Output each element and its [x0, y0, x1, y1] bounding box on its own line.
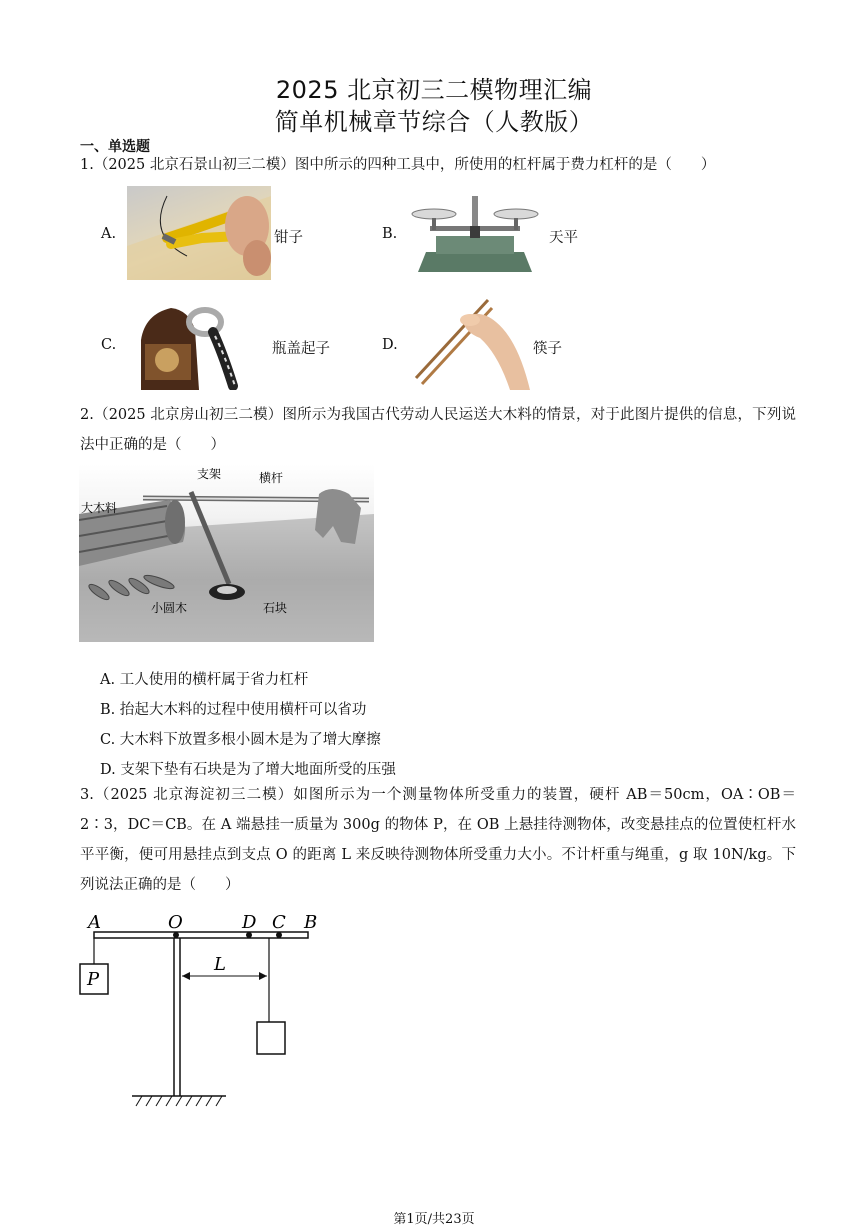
figure-label-stone: 石块: [263, 601, 288, 615]
page-title: 2025 北京初三二模物理汇编: [275, 76, 593, 104]
q2-choice-d: D. 支架下垫有石块是为了增大地面所受的压强: [100, 762, 396, 778]
bottle-opener-icon: [127, 300, 267, 390]
lever-diagram: [76, 908, 326, 1108]
q1-option-b-letter: B.: [382, 226, 398, 242]
chopsticks-icon: [414, 296, 532, 390]
point-label-o: O: [168, 912, 183, 933]
figure-label-logs: 小圆木: [151, 601, 188, 615]
figure-label-beam: 横杆: [259, 471, 284, 485]
q2-choice-b: B. 抬起大木料的过程中使用横杆可以省功: [100, 702, 367, 718]
q2-choice-a: A. 工人使用的横杆属于省力杠杆: [100, 672, 309, 688]
timber-transport-figure: [79, 464, 374, 642]
question-2-stem: 2.（2025 北京房山初三二模）图所示为我国古代劳动人民运送大木料的情景，对于此图片提供的信息，下列说法中正确的是（ ）: [80, 407, 796, 453]
object-label-p: P: [87, 969, 100, 990]
q1-option-c-letter: C.: [101, 337, 117, 353]
distance-label-l: L: [214, 954, 226, 975]
point-label-d: D: [242, 912, 257, 933]
figure-label-support: 支架: [197, 467, 222, 481]
q1-option-d-letter: D.: [382, 337, 398, 353]
balance-scale-icon: [406, 192, 544, 274]
q1-option-d-label: 筷子: [533, 341, 562, 357]
q1-option-b-label: 天平: [549, 230, 578, 246]
point-label-a: A: [88, 912, 101, 933]
question-1-stem: 1.（2025 北京石景山初三二模）图中所示的四种工具中，所使用的杠杆属于费力杠杆的是（ ）: [80, 157, 716, 173]
q1-option-a-label: 钳子: [274, 230, 303, 246]
q2-choice-c: C. 大木料下放置多根小圆木是为了增大摩擦: [100, 732, 381, 748]
point-label-c: C: [272, 912, 286, 933]
q1-option-a-letter: A.: [101, 226, 117, 242]
figure-label-timber: 大木料: [81, 501, 118, 515]
page-subtitle: 简单机械章节综合（人教版）: [274, 108, 594, 136]
section-heading: 一、单选题: [80, 139, 150, 155]
point-label-b: B: [304, 912, 318, 933]
page-footer: 第1页/共23页: [393, 1212, 475, 1227]
pliers-icon: [127, 186, 271, 280]
question-3-stem: 3.（2025 北京海淀初三二模）如图所示为一个测量物体所受重力的装置，硬杆 AB＝50cm，OA∶OB＝2∶3，DC＝CB。在 A 端悬挂一质量为 300g 的物体 P，在 OB 上悬挂待测物体，改变悬挂点的位置使杠杆水平平衡，便可用悬挂点到支点 O 的距离 L 来反映待测物体所受重力大小。不计杆重与绳重，g 取 10N/kg。下列说法正确的是（ ）: [80, 787, 796, 893]
q1-option-c-label: 瓶盖起子: [272, 341, 330, 357]
